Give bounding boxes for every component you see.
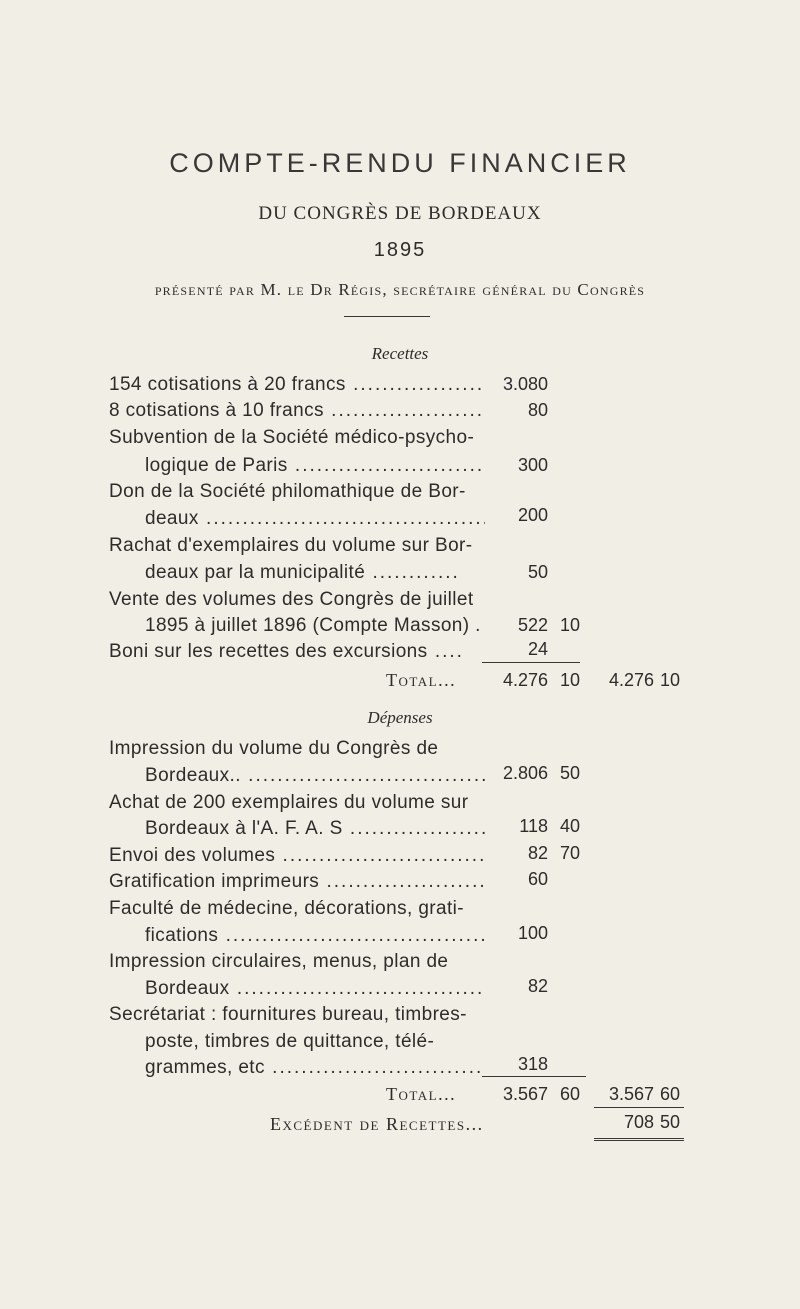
recette-cents: 10 — [560, 615, 581, 635]
depenses-total-carried: 3.567 — [608, 1084, 654, 1104]
depense-line: Envoi des volumes ..... — [109, 845, 485, 871]
recette-amount: 3.080 — [502, 374, 548, 394]
depense-line: Bordeaux ..... — [145, 978, 485, 1004]
depense-line: Faculté de médecine, décorations, grati- — [109, 898, 465, 919]
recette-amount: 300 — [517, 455, 548, 475]
excedent-cents: 50 — [660, 1112, 681, 1132]
depense-amount: 82 — [527, 843, 548, 863]
depense-line: Impression du volume du Congrès de — [109, 738, 439, 759]
depense-amount: 60 — [527, 869, 548, 889]
recette-line: deaux ..... — [145, 508, 485, 534]
recettes-total-label: Total... — [386, 670, 457, 690]
recette-line: 154 cotisations à 20 francs ..... — [109, 374, 485, 400]
recettes-sum-rule — [482, 662, 580, 663]
depense-line: Achat de 200 exemplaires du volume sur — [109, 792, 469, 813]
depenses-total-label: Total... — [386, 1084, 457, 1104]
depense-amount: 318 — [517, 1054, 548, 1074]
depenses-total-carried-cents: 60 — [660, 1084, 681, 1104]
excedent-amount: 708 — [623, 1112, 654, 1132]
excedent-label: Excédent de Recettes... — [270, 1114, 484, 1134]
depense-amount: 2.806 — [502, 763, 548, 783]
recette-amount: 24 — [527, 639, 548, 659]
recette-amount: 50 — [527, 562, 548, 582]
page-subtitle: DU CONGRÈS DE BORDEAUX — [258, 203, 542, 224]
depense-line: grammes, etc ..... — [145, 1057, 485, 1083]
recette-line: Rachat d'exemplaires du volume sur Bor- — [109, 535, 473, 556]
balance-rule — [594, 1107, 684, 1108]
recettes-total-carried: 4.276 — [608, 670, 654, 690]
presenter-line: présenté par M. le Dr Régis, secrétaire général du Congrès — [154, 280, 646, 299]
depenses-total-cents: 60 — [560, 1084, 581, 1104]
final-double-rule — [594, 1138, 684, 1141]
recette-amount: 200 — [517, 505, 548, 525]
depense-line: Bordeaux à l'A. F. A. S ..... — [145, 818, 485, 844]
recette-line: 1895 à juillet 1896 (Compte Masson) . — [145, 615, 481, 636]
depense-line: poste, timbres de quittance, télé- — [145, 1031, 435, 1052]
page-year: 1895 — [373, 239, 427, 261]
recette-amount: 80 — [527, 400, 548, 420]
depense-line: fications ..... — [145, 925, 485, 951]
title-divider — [344, 316, 430, 317]
depense-cents: 40 — [560, 816, 581, 836]
depense-line: Secrétariat : fournitures bureau, timbres- — [109, 1004, 467, 1025]
depenses-total: 3.567 — [502, 1084, 548, 1104]
depense-amount: 82 — [527, 976, 548, 996]
recette-line: deaux par la municipalité ..... — [145, 562, 461, 588]
recettes-total: 4.276 — [502, 670, 548, 690]
recettes-total-cents: 10 — [560, 670, 581, 690]
recette-line: Don de la Société philomathique de Bor- — [109, 481, 466, 502]
depense-line: Impression circulaires, menus, plan de — [109, 951, 449, 972]
depense-cents: 50 — [560, 763, 581, 783]
recette-line: Boni sur les recettes des excursions ..... — [109, 641, 465, 667]
depenses-sum-rule — [482, 1076, 586, 1077]
depenses-heading: Dépenses — [367, 708, 433, 727]
recette-amount: 522 — [517, 615, 548, 635]
depense-line: Bordeaux.. ..... — [145, 765, 485, 791]
recette-line: logique de Paris ..... — [145, 455, 485, 481]
recette-line: Vente des volumes des Congrès de juillet — [109, 589, 474, 610]
recette-line: 8 cotisations à 10 francs ..... — [109, 400, 485, 426]
recettes-total-carried-cents: 10 — [660, 670, 681, 690]
recette-line: Subvention de la Société médico-psycho- — [109, 427, 475, 448]
recettes-heading: Recettes — [371, 344, 429, 363]
depense-amount: 118 — [519, 816, 548, 836]
depense-line: Gratification imprimeurs ..... — [109, 871, 485, 897]
depense-cents: 70 — [560, 843, 581, 863]
depense-amount: 100 — [517, 923, 548, 943]
page-title: COMPTE-RENDU FINANCIER — [169, 148, 631, 178]
